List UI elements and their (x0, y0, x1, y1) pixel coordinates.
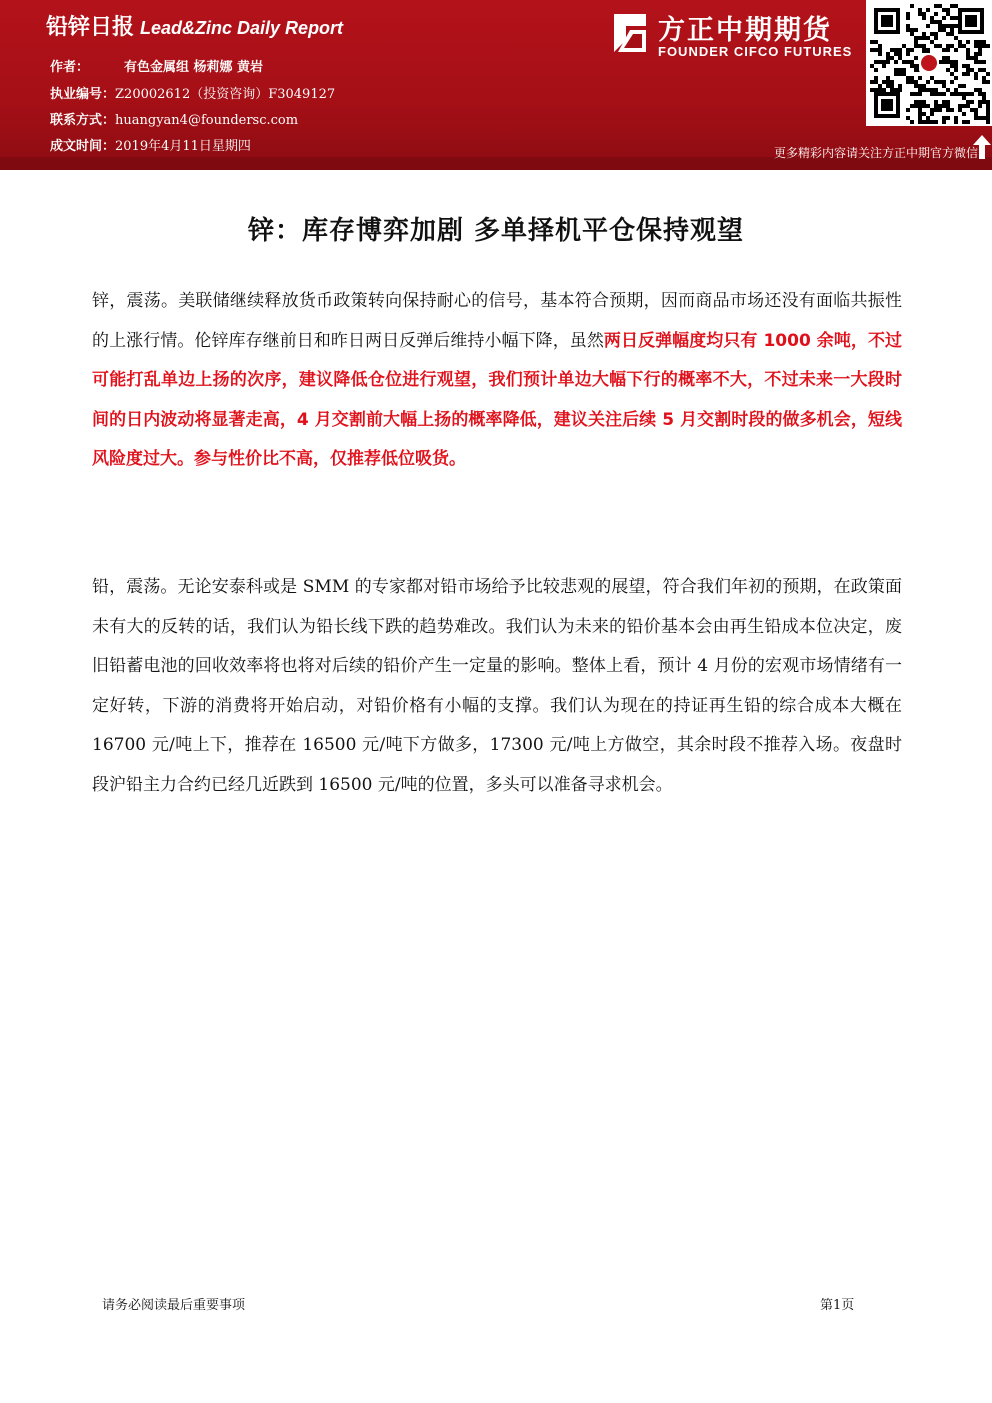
report-title-cn: 铅锌日报 (46, 15, 135, 40)
page-number: 第1页 (820, 1298, 855, 1313)
license-label: 执业编号： (50, 87, 116, 102)
up-arrow-icon (972, 134, 992, 160)
report-header (0, 0, 992, 170)
follow-wechat-text: 更多精彩内容请关注方正中期官方微信 (773, 146, 978, 160)
brand-name-cn: 方正中期期货 (658, 15, 832, 46)
brand-logo (604, 8, 854, 64)
lead-paragraph: 铅，震荡。无论安泰科或是 SMM 的专家都对铅市场给予比较悲观的展望，符合我们年初的预期，在政策面未有大的反转的话，我们认为铅长线下跌的趋势难改。我们认为未来的铅价基本会由再生铅成本位决定，废旧铅蓄电池的回收效率将也将对后续的铅价产生一定量的影响。整体上看，预计 4 月份的宏观市场情绪有一定好转，下游的消费将开始启动，对铅价格有小幅的支撑。我们认为现在的持证再生铅的综合成本大概在 16700 元/吨上下，推荐在 16500 元/吨下方做多，17300 元/吨上方做空，其余时段不推荐入场。夜盘时段沪铅主力合约已经几近跌到 16500 元/吨的位置，多头可以准备寻求机会。 (92, 577, 902, 795)
report-title-en: Lead&Zinc Daily Report (140, 18, 344, 38)
license-row (50, 83, 335, 102)
brand-name-en: FOUNDER CIFCO FUTURES (658, 44, 853, 59)
contact-value: huangyan4@foundersc.com (115, 113, 299, 128)
contact-label: 联系方式： (50, 113, 116, 128)
zinc-paragraph-text: 锌，震荡。美联储继续释放货币政策转向保持耐心的信号，基本符合预期，因而商品市场还没有面临共振性的上涨行情。伦锌库存继前日和昨日两日反弹后维持小幅下降，虽然 (92, 291, 902, 351)
author-value: 有色金属组 杨莉娜 黄岩 (124, 60, 264, 75)
zinc-paragraph (92, 282, 902, 480)
date-value: 2019年4月11日星期四 (115, 139, 251, 154)
license-value: Z20002612（投资咨询）F3049127 (115, 87, 336, 102)
zinc-paragraph-highlight: 两日反弹幅度均只有 1000 余吨，不过可能打乱单边上扬的次序，建议降低仓位进行观望，我们预计单边大幅下行的概率不大，不过未来一大段时间的日内波动将显著走高，4 月交割前大幅上扬的概率降低，建议关注后续 5 月交割时段的做多机会，短线风险度过大。参与性价比不高，仅推荐低位吸货。 (92, 330, 903, 469)
contact-row (50, 109, 298, 128)
footer-notice: 请务必阅读最后重要事项 (102, 1298, 246, 1313)
wechat-qr-code (866, 0, 992, 126)
report-title (46, 10, 343, 41)
date-row (50, 135, 251, 154)
brand-mark-icon (604, 10, 650, 56)
date-label: 成文时间： (50, 139, 116, 154)
author-label: 作者： (50, 60, 90, 75)
author-row (50, 56, 263, 75)
document-title: 锌：库存博弈加剧 多单择机平仓保持观望 (247, 216, 745, 246)
